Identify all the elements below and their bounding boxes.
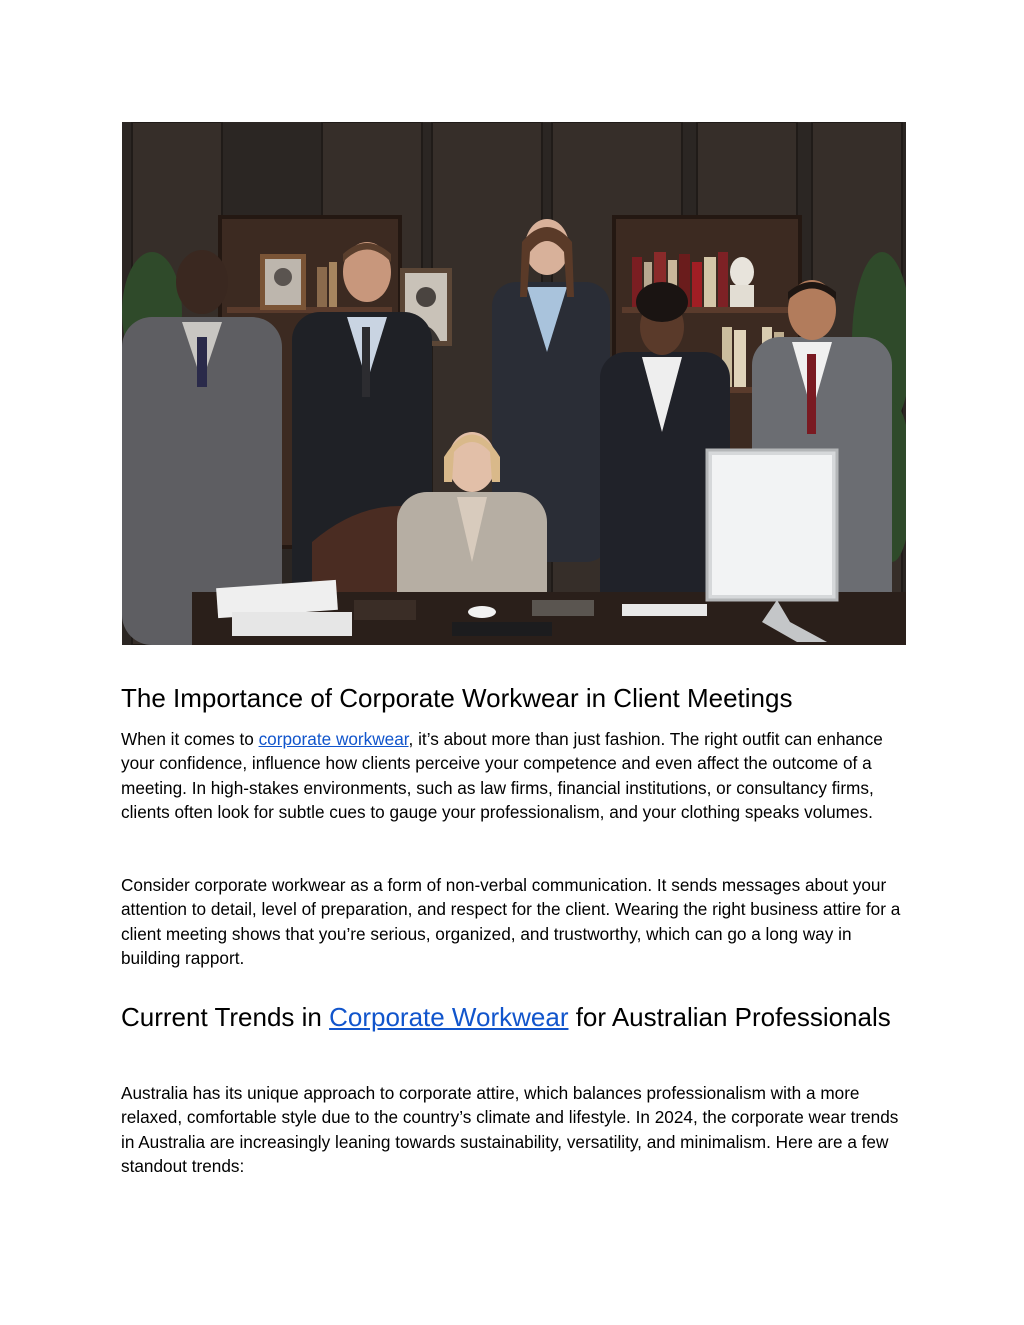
paragraph-australia: Australia has its unique approach to corporate attire, which balances professionalism with a more relaxed, comfortable style due to the country’s climate and lifestyle. In 2024, the corporate wear trends in Australia are increasingly leaning towards sustainability, versatility, and minimalism. Here are a few standout trends:: [121, 1083, 899, 1177]
section-heading-importance: The Importance of Corporate Workwear in Client Meetings: [121, 683, 793, 713]
corporate-workwear-heading-link[interactable]: Corporate Workwear: [329, 1002, 569, 1032]
paragraph-intro: [121, 727, 911, 825]
paragraph-nonverbal: Consider corporate workwear as a form of non-verbal communication. It sends messages about your attention to detail, level of preparation, and respect for the client. Wearing the right business attire for a client meeting shows that you’re serious, organized, and trustworthy, which can go a long way in building rapport.: [121, 875, 901, 969]
heading-trends-text-b: for Australian Professionals: [568, 1002, 891, 1032]
corporate-workwear-link[interactable]: corporate workwear: [258, 729, 409, 749]
paragraph-intro-text-a: When it comes to: [121, 729, 259, 749]
team-photo-image: [122, 122, 906, 645]
heading-trends-text-a: Current Trends in: [121, 1002, 330, 1032]
paragraph-intro-text-b: , it’s about more than just fashion. The right outfit can enhance your confidence, influence how clients perceive your competence and even affect the outcome of a meeting. In high-stakes environments, such as law firms, financial institutions, or consultancy firms, clients often look for subtle cues to gauge your professionalism, and your clothing speaks volumes.: [121, 729, 883, 823]
section-heading-trends: [121, 999, 911, 1035]
